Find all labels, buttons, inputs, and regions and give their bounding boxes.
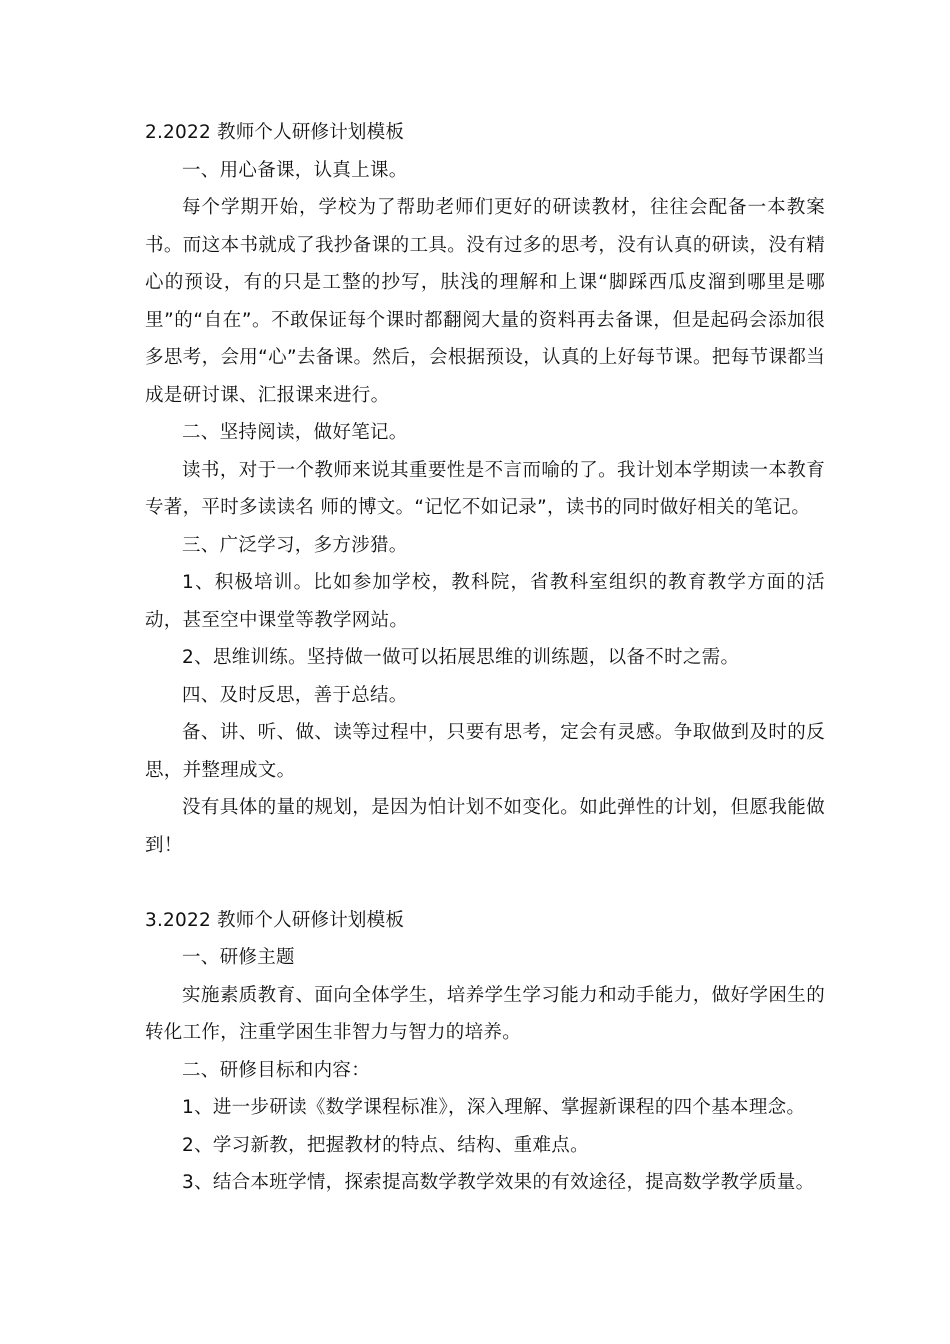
section-subheading: 一、研修主题 [182, 947, 295, 968]
list-item: 2、思维训练。坚持做一做可以拓展思维的训练题，以备不时之需。 [182, 647, 740, 668]
paragraph: 没有具体的量的规划，是因为怕计划不如变化。如此弹性的计划，但愿我能做到！ [145, 797, 825, 856]
paragraph: 读书，对于一个教师来说其重要性是不言而喻的了。我计划本学期读一本教育专著，平时多读读名 师的博文。“记忆不如记录”，读书的同时做好相关的笔记。 [145, 459, 825, 518]
document-body [145, 114, 825, 1202]
section-subheading: 二、坚持阅读，做好笔记。 [182, 422, 408, 443]
list-item: 3、结合本班学情，探索提高数学教学效果的有效途径，提高数学教学质量。 [182, 1172, 815, 1193]
paragraph: 每个学期开始，学校为了帮助老师们更好的研读教材，往往会配备一本教案书。而这本书就成了我抄备课的工具。没有过多的思考，没有认真的研读，没有精心的预设，有的只是工整的抄写，肤浅的理解和上课“脚踩西瓜皮溜到哪里是哪里”的“自在”。不敢保证每个课时都翻阅大量的资料再去备课，但是起码会添加很多思考，会用“心”去备课。然后，会根据预设，认真的上好每节课。把每节课都当成是研讨课、汇报课来进行。 [145, 197, 825, 406]
section-subheading: 三、广泛学习，多方涉猎。 [182, 534, 408, 556]
section-subheading: 一、用心备课，认真上课。 [182, 159, 408, 181]
section-subheading: 四、及时反思，善于总结。 [182, 684, 408, 706]
section-3 [145, 902, 825, 1202]
section-subheading: 二、研修目标和内容： [182, 1059, 371, 1081]
section-2 [145, 114, 825, 864]
list-item: 2、学习新教，把握教材的特点、结构、重难点。 [182, 1134, 589, 1156]
list-item: 1、进一步研读《数学课程标准》，深入理解、掌握新课程的四个基本理念。 [182, 1097, 806, 1118]
list-item: 1、积极培训。比如参加学校，教科院，省教科室组织的教育教学方面的活动，甚至空中课堂等教学网站。 [145, 572, 825, 631]
section-title: 3.2022 教师个人研修计划模板 [145, 909, 405, 931]
section-title: 2.2022 教师个人研修计划模板 [145, 122, 405, 143]
paragraph: 备、讲、听、做、读等过程中，只要有思考，定会有灵感。争取做到及时的反思，并整理成文。 [145, 722, 825, 781]
paragraph: 实施素质教育、面向全体学生，培养学生学习能力和动手能力，做好学困生的转化工作，注重学困生非智力与智力的培养。 [145, 984, 825, 1043]
